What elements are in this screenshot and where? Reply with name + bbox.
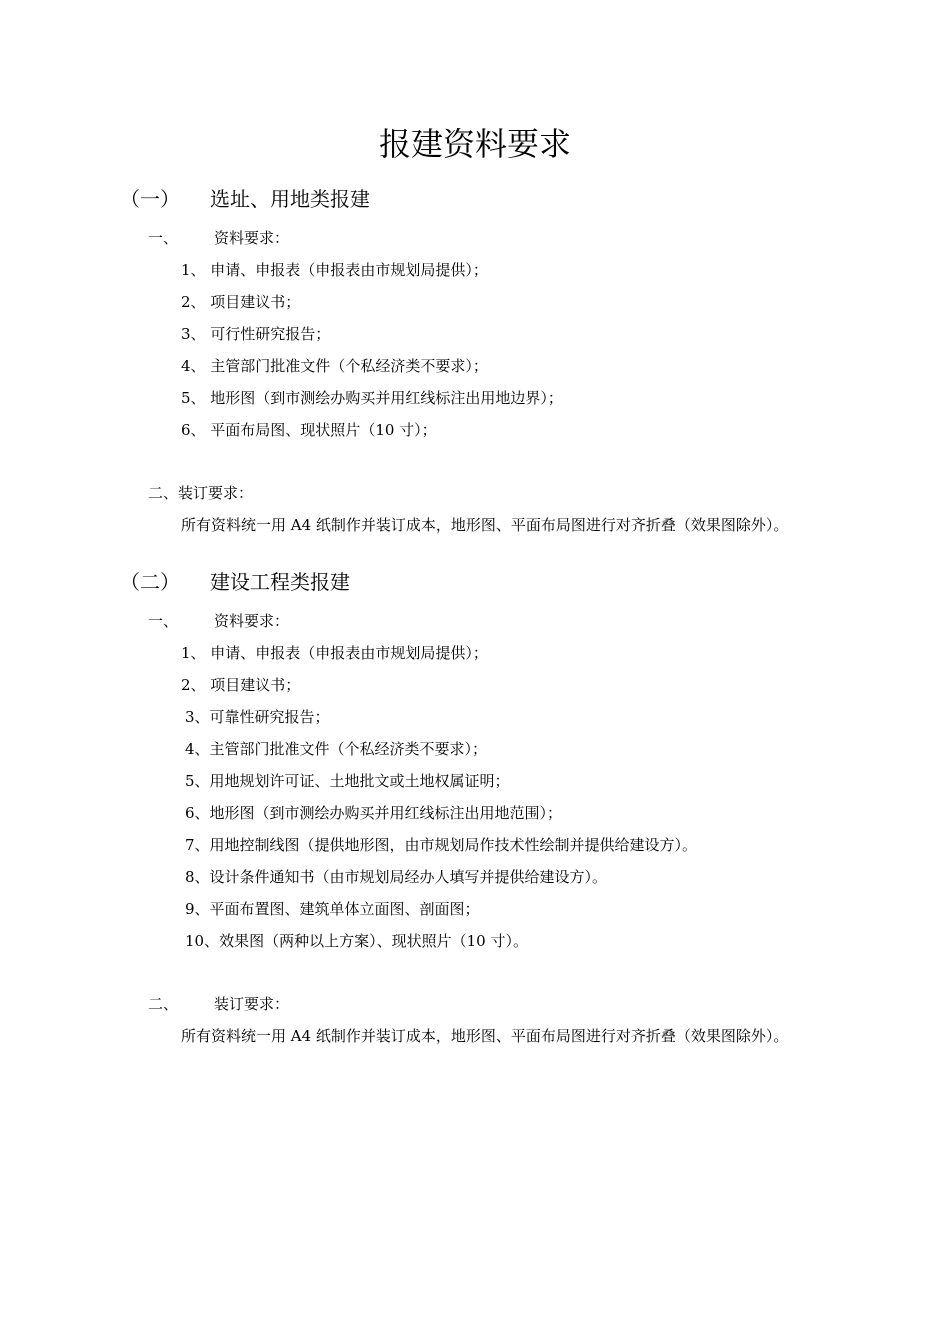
section-2-title: 建设工程类报建 xyxy=(210,570,350,594)
section-1-number: （一） xyxy=(120,187,180,211)
section-1-title: 选址、用地类报建 xyxy=(210,187,370,211)
section-2-number: （二） xyxy=(120,570,180,594)
section-2-binding-heading xyxy=(148,997,289,1012)
section-2-binding-number: 二、 xyxy=(148,995,179,1013)
section-2-binding-label: 装订要求： xyxy=(214,995,290,1013)
section-1-materials-label: 资料要求： xyxy=(214,229,290,247)
section-1-binding-label: 装订要求： xyxy=(178,484,254,502)
list-item: 2、 项目建议书； xyxy=(181,293,301,311)
list-item: 9、平面布置图、建筑单体立面图、剖面图； xyxy=(185,900,480,918)
section-1-materials-number: 一、 xyxy=(148,229,179,247)
list-item: 1、 申请、申报表（申报表由市规划局提供）； xyxy=(181,644,488,662)
list-item: 5、 地形图（到市测绘办购买并用红线标注出用地边界）； xyxy=(181,389,563,407)
section-1-binding-number: 二、 xyxy=(148,484,179,502)
list-item: 3、 可行性研究报告； xyxy=(181,325,331,343)
list-item: 8、设计条件通知书（由市规划局经办人填写并提供给建设方）。 xyxy=(185,868,608,886)
section-1-materials-heading xyxy=(148,231,289,246)
list-item: 7、用地控制线图（提供地形图，由市规划局作技术性绘制并提供给建设方）。 xyxy=(185,836,698,854)
list-item: 4、主管部门批准文件（个私经济类不要求）； xyxy=(185,740,488,758)
section-2-heading xyxy=(120,572,350,592)
section-1-heading xyxy=(120,189,370,209)
section-2-materials-label: 资料要求： xyxy=(214,612,290,630)
section-2-binding-text: 所有资料统一用 A4 纸制作并装订成本，地形图、平面布局图进行对齐折叠（效果图除外）。 xyxy=(181,1027,789,1045)
section-1-binding-heading xyxy=(148,486,253,501)
list-item: 6、 平面布局图、现状照片（10 寸）； xyxy=(181,421,437,439)
list-item: 6、地形图（到市测绘办购买并用红线标注出用地范围）； xyxy=(185,804,563,822)
list-item: 10、效果图（两种以上方案）、现状照片（10 寸）。 xyxy=(185,932,528,950)
section-2-materials-number: 一、 xyxy=(148,612,179,630)
section-1-binding-text: 所有资料统一用 A4 纸制作并装订成本，地形图、平面布局图进行对齐折叠（效果图除外）。 xyxy=(181,516,789,534)
list-item: 1、 申请、申报表（申报表由市规划局提供）； xyxy=(181,261,488,279)
section-2-materials-heading xyxy=(148,614,289,629)
list-item: 4、 主管部门批准文件（个私经济类不要求）； xyxy=(181,357,488,375)
list-item: 3、可靠性研究报告； xyxy=(185,708,330,726)
list-item: 2、 项目建议书； xyxy=(181,676,301,694)
list-item: 5、用地规划许可证、土地批文或土地权属证明； xyxy=(185,772,510,790)
document-title: 报建资料要求 xyxy=(378,125,571,163)
